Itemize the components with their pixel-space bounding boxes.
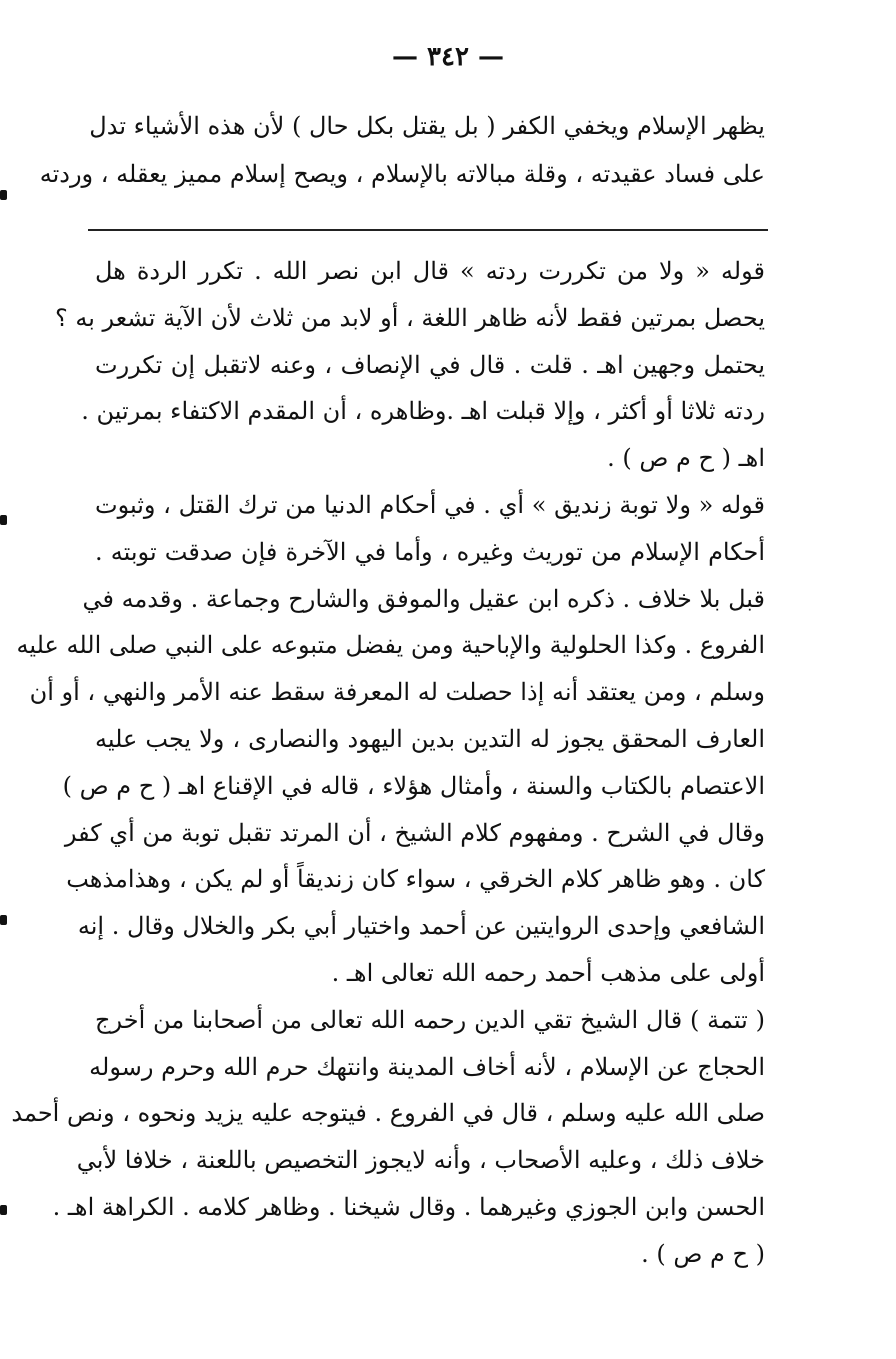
- margin-mark: [0, 915, 7, 925]
- margin-mark: [0, 1205, 7, 1215]
- text-line: يحتمل وجهين اهـ . قلت . قال في الإنصاف ، وعنه لاتقبل إن تكررت: [95, 350, 765, 379]
- text-line: أولى على مذهب أحمد رحمه الله تعالى اهـ .: [331, 958, 765, 987]
- text-line: أحكام الإسلام من توريث وغيره ، وأما في الآخرة فإن صدقت توبته .: [95, 537, 765, 566]
- text-line: قوله « ولا من تكررت ردته » قال ابن نصر الله . تكرر الردة هل: [95, 257, 765, 285]
- text-line: ( تتمة ) قال الشيخ تقي الدين رحمه الله تعالى من أصحابنا من أخرج: [95, 1005, 765, 1034]
- margin-mark: [0, 190, 7, 200]
- text-line: صلى الله عليه وسلم ، قال في الفروع . فيتوجه عليه يزيد ونحوه ، ونص أحمد: [11, 1099, 765, 1128]
- text-line: وقال في الشرح . ومفهوم كلام الشيخ ، أن المرتد تقبل توبة من أي كفر: [64, 818, 765, 847]
- text-line: ردته ثلاثا أو أكثر ، وإلا قبلت اهـ .وظاهره ، أن المقدم الاكتفاء بمرتين .: [81, 397, 765, 426]
- text-line: الفروع . وكذا الحلولية والإباحية ومن يفضل متبوعه على النبي صلى الله عليه: [16, 631, 765, 660]
- section-divider: [88, 229, 768, 231]
- text-line: خلاف ذلك ، وعليه الأصحاب ، وأنه لايجوز التخصيص باللعنة ، خلافا لأبي: [76, 1146, 765, 1175]
- text-line: قبل بلا خلاف . ذكره ابن عقيل والموفق والشارح وجماعة . وقدمه في: [82, 584, 765, 613]
- text-line: اهـ ( ح م ص ) .: [607, 444, 765, 473]
- text-line: يحصل بمرتين فقط لأنه ظاهر اللغة ، أو لابد من ثلاث لأن الآية تشعر به ؟: [55, 303, 765, 332]
- page-number: — ٣٤٢ —: [391, 42, 505, 72]
- text-line: العارف المحقق يجوز له التدين بدين اليهود والنصارى ، ولا يجب عليه: [95, 724, 765, 753]
- text-line: يظهر الإسلام ويخفي الكفر ( بل يقتل بكل حال ) لأن هذه الأشياء تدل: [89, 112, 765, 140]
- upper-text-block: [39, 102, 765, 198]
- text-line: الحسن وابن الجوزي وغيرهما . وقال شيخنا . وظاهر كلامه . الكراهة اهـ .: [52, 1192, 765, 1221]
- text-line: على فساد عقيدته ، وقلة مبالاته بالإسلام ، ويصح إسلام مميز يعقله ، وردته: [39, 160, 765, 188]
- text-line: الحجاج عن الإسلام ، لأنه أخاف المدينة وانتهك حرم الله وحرم رسوله: [89, 1052, 765, 1081]
- text-line: الاعتصام بالكتاب والسنة ، وأمثال هؤلاء ، قاله في الإقناع اهـ ( ح م ص ): [62, 771, 765, 800]
- text-line: كان . وهو ظاهر كلام الخرقي ، سواء كان زنديقاً أو لم يكن ، وهذامذهب: [66, 865, 765, 894]
- commentary-text-block: [11, 248, 765, 1278]
- text-line: ( ح م ص ) .: [641, 1239, 765, 1268]
- text-line: قوله « ولا توبة زنديق » أي . في أحكام الدنيا من ترك القتل ، وثبوت: [95, 490, 765, 519]
- text-line: وسلم ، ومن يعتقد أنه إذا حصلت له المعرفة سقط عنه الأمر والنهي ، أو أن: [29, 678, 765, 707]
- margin-mark: [0, 515, 7, 525]
- text-line: الشافعي وإحدى الروايتين عن أحمد واختيار أبي بكر والخلال وقال . إنه: [77, 912, 765, 941]
